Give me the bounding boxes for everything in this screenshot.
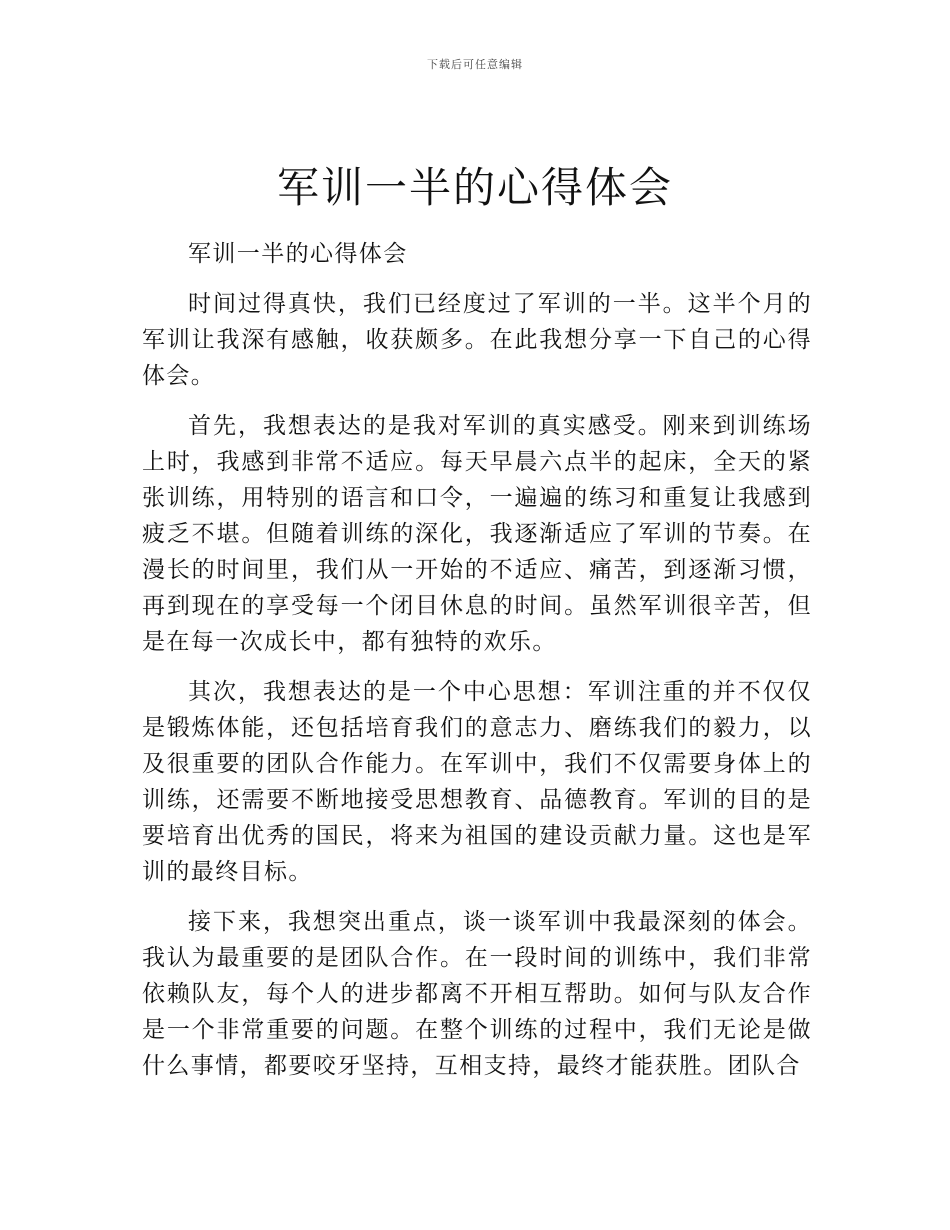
header-note: 下载后可任意编辑	[427, 58, 523, 71]
body-subtitle: 军训一半的心得体会	[188, 241, 408, 267]
body-paragraph: 其次，我想表达的是一个中心思想：军训注重的并不仅仅是锻炼体能，还包括培育我们的意志力、磨练我们的毅力，以及很重要的团队合作能力。在军训中，我们不仅需要身体上的训练，还需要不断地接受思想教育、品德教育。军训的目的是要培育出优秀的国民，将来为祖国的建设贡献力量。这也是军训的最终目标。	[142, 679, 812, 885]
body-paragraph: 时间过得真快，我们已经度过了军训的一半。这半个月的军训让我深有感触，收获颇多。在此我想分享一下自己的心得体会。	[142, 291, 812, 389]
document-body	[142, 236, 812, 1098]
body-paragraph: 首先，我想表达的是我对军训的真实感受。刚来到训练场上时，我感到非常不适应。每天早晨六点半的起床，全天的紧张训练，用特别的语言和口令，一遍遍的练习和重复让我感到疲乏不堪。但随着训练的深化，我逐渐适应了军训的节奏。在漫长的时间里，我们从一开始的不适应、痛苦，到逐渐习惯，再到现在的享受每一个闭目休息的时间。虽然军训很辛苦，但是在每一次成长中，都有独特的欢乐。	[142, 413, 812, 655]
body-paragraph: 接下来，我想突出重点，谈一谈军训中我最深刻的体会。我认为最重要的是团队合作。在一段时间的训练中，我们非常依赖队友，每个人的进步都离不开相互帮助。如何与队友合作是一个非常重要的问题。在整个训练的过程中，我们无论是做什么事情，都要咬牙坚持，互相支持，最终才能获胜。团队合	[142, 909, 812, 1079]
document-title: 军训一半的心得体会	[276, 163, 673, 212]
